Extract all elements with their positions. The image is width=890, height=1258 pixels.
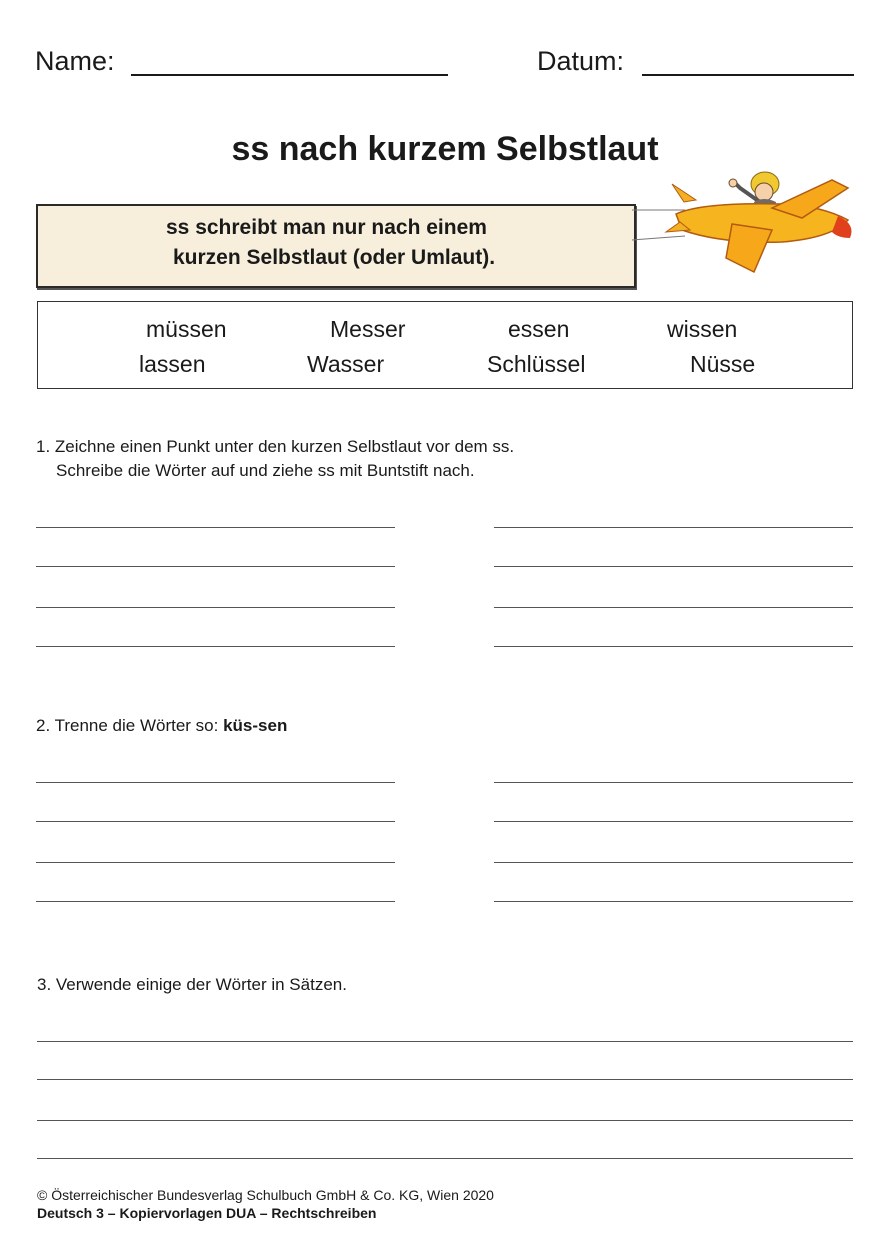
word-muessen: müssen (146, 316, 227, 342)
task1-instruction-2: Schreibe die Wörter auf und ziehe ss mit Buntstift nach. (56, 461, 475, 480)
rule-line-1: ss schreibt man nur nach einem (166, 216, 487, 239)
task2-write-line-right-2[interactable] (494, 821, 853, 822)
task1-write-line-right-1[interactable] (494, 527, 853, 528)
task2-write-line-right-1[interactable] (494, 782, 853, 783)
date-label: Datum: (537, 46, 625, 76)
name-label: Name: (35, 46, 115, 76)
word-wasser: Wasser (307, 351, 385, 377)
task1-write-line-left-2[interactable] (36, 566, 395, 567)
task3-write-line-2[interactable] (37, 1079, 853, 1080)
task2-write-line-left-1[interactable] (36, 782, 395, 783)
word-lassen: lassen (139, 351, 206, 377)
task1-write-line-right-4[interactable] (494, 646, 853, 647)
task2-write-line-left-4[interactable] (36, 901, 395, 902)
task2-write-line-left-3[interactable] (36, 862, 395, 863)
task1-write-line-left-1[interactable] (36, 527, 395, 528)
name-field-line[interactable] (131, 74, 448, 76)
task1-write-line-right-3[interactable] (494, 607, 853, 608)
task1-write-line-left-3[interactable] (36, 607, 395, 608)
task3-write-line-1[interactable] (37, 1041, 853, 1042)
footer-copyright: © Österreichischer Bundesverlag Schulbuch GmbH & Co. KG, Wien 2020 (37, 1187, 494, 1203)
task2-instruction (36, 714, 287, 738)
task3-write-line-4[interactable] (37, 1158, 853, 1159)
task1-write-line-right-2[interactable] (494, 566, 853, 567)
word-wissen: wissen (667, 316, 738, 342)
airplane-with-pilot-icon (662, 162, 857, 277)
word-schluessel: Schlüssel (487, 351, 586, 377)
footer-series: Deutsch 3 – Kopiervorlagen DUA – Rechtschreiben (37, 1205, 377, 1221)
task2-write-line-right-4[interactable] (494, 901, 853, 902)
task1-instruction-1: 1. Zeichne einen Punkt unter den kurzen Selbstlaut vor dem ss. (36, 437, 515, 456)
word-nuesse: Nüsse (690, 351, 756, 377)
word-messer: Messer (330, 316, 406, 342)
task2-text: 2. Trenne die Wörter so: (36, 716, 224, 735)
word-essen: essen (508, 316, 570, 342)
date-field-line[interactable] (642, 74, 854, 76)
task2-write-line-right-3[interactable] (494, 862, 853, 863)
rule-line-2: kurzen Selbstlaut (oder Umlaut). (173, 246, 496, 269)
task2-write-line-left-2[interactable] (36, 821, 395, 822)
task1-write-line-left-4[interactable] (36, 646, 395, 647)
page-title: ss nach kurzem Selbstlaut (231, 130, 659, 168)
task2-example: küs-sen (223, 716, 288, 735)
task3-instruction: 3. Verwende einige der Wörter in Sätzen. (37, 975, 347, 994)
task3-write-line-3[interactable] (37, 1120, 853, 1121)
